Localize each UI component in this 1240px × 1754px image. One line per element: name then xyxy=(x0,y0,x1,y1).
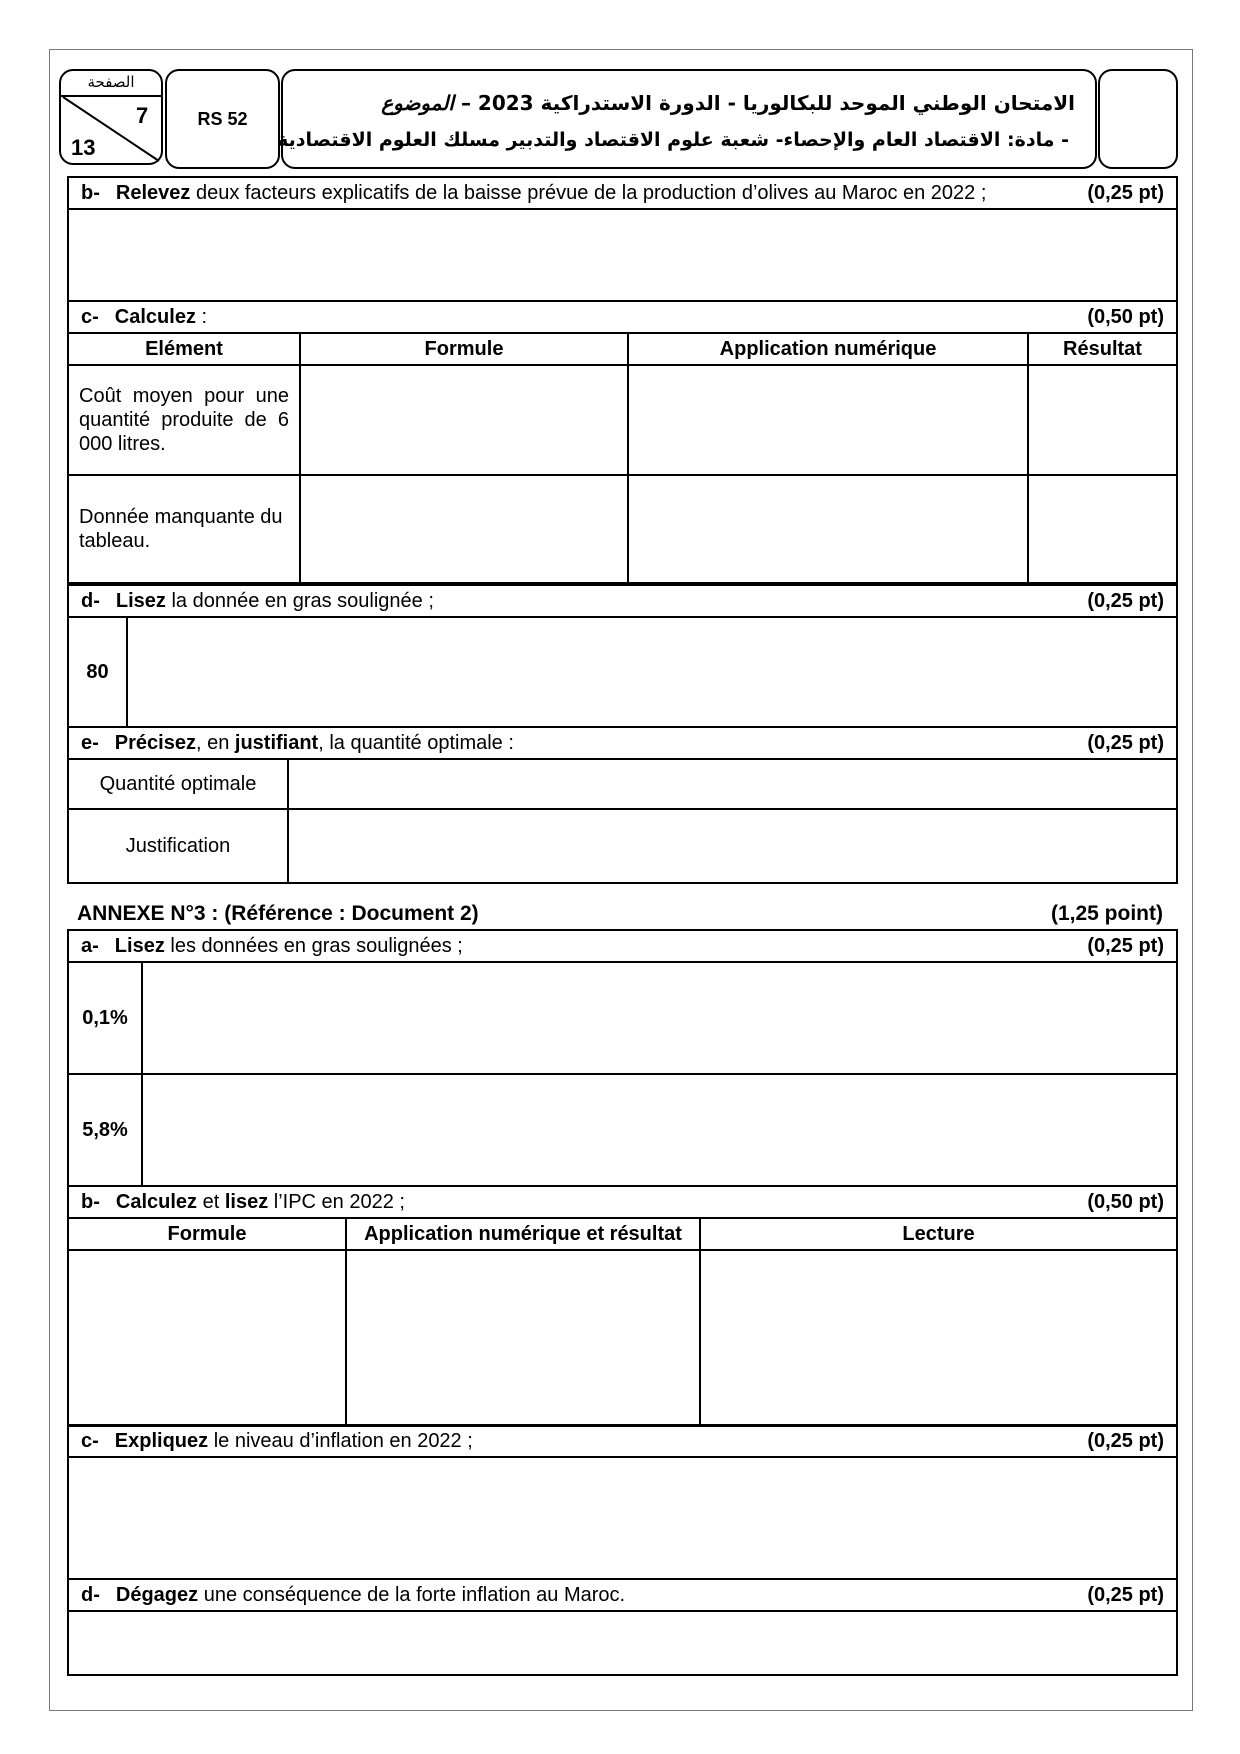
answer-cell[interactable] xyxy=(142,962,1177,1074)
answer-cell[interactable] xyxy=(346,1250,700,1426)
question-letter: d- xyxy=(81,589,100,612)
answer-cell[interactable] xyxy=(628,365,1028,475)
question-text: , en xyxy=(195,731,235,754)
title-line-1 xyxy=(381,91,1075,115)
answer-cell[interactable] xyxy=(127,617,1177,727)
question-text: : xyxy=(195,305,208,328)
annexe-3-question-d xyxy=(67,1578,1178,1612)
page-total: 13 xyxy=(71,135,96,160)
exam-code: RS 52 xyxy=(197,109,248,129)
question-verb: lisez xyxy=(224,1190,269,1213)
annexe-3-heading xyxy=(77,902,1163,926)
question-points: (0,50 pt) xyxy=(1087,305,1164,328)
question-points: (0,25 pt) xyxy=(1087,934,1164,957)
answer-cell[interactable] xyxy=(288,809,1177,883)
row-label: Coût moyen pour une quantité produite de 6 000 litres. xyxy=(68,365,300,475)
question-letter: b- xyxy=(81,181,100,204)
calcul-table xyxy=(67,332,1178,584)
question-b xyxy=(67,176,1178,210)
col-header: Résultat xyxy=(1028,333,1177,365)
question-verb: Calculez xyxy=(115,1190,198,1213)
question-d xyxy=(67,584,1178,618)
answer-cell[interactable] xyxy=(700,1250,1177,1426)
col-header: Elément xyxy=(68,333,300,365)
row-label: Donnée manquante du tableau. xyxy=(68,475,300,583)
question-verb: justifiant xyxy=(234,731,319,754)
question-points: (0,25 pt) xyxy=(1087,731,1164,754)
reading-table-a xyxy=(67,961,1178,1187)
blank-box xyxy=(1098,69,1178,169)
answer-cell[interactable] xyxy=(300,365,628,475)
optimal-table xyxy=(67,758,1178,884)
question-verb: Calculez xyxy=(114,305,196,328)
annexe-3-points: (1,25 point) xyxy=(1050,902,1163,925)
question-text: et xyxy=(197,1190,225,1213)
reading-table-d xyxy=(67,616,1178,728)
question-letter: a- xyxy=(81,934,99,957)
annexe-3-question-c xyxy=(67,1424,1178,1458)
data-value: 80 xyxy=(68,617,127,727)
question-letter: d- xyxy=(81,1583,100,1606)
question-text: le niveau d’inflation en 2022 ; xyxy=(208,1429,473,1452)
question-letter: c- xyxy=(81,1429,99,1452)
question-text: , la quantité optimale : xyxy=(318,731,514,754)
col-header: Application numérique et résultat xyxy=(346,1218,700,1250)
question-text: une conséquence de la forte inflation au Maroc. xyxy=(198,1583,626,1606)
data-value: 5,8% xyxy=(68,1074,142,1186)
page-number: 7 xyxy=(136,103,149,128)
col-header: Application numérique xyxy=(628,333,1028,365)
question-verb: Dégagez xyxy=(115,1583,199,1606)
answer-area-annexe-d[interactable] xyxy=(67,1610,1178,1676)
annexe-3-question-a xyxy=(67,929,1178,963)
annexe-3-title: ANNEXE N°3 : (Référence : Document 2) xyxy=(77,902,479,925)
question-letter: b- xyxy=(81,1190,100,1213)
answer-cell[interactable] xyxy=(1028,365,1177,475)
col-header: Formule xyxy=(68,1218,346,1250)
question-text: l’IPC en 2022 ; xyxy=(268,1190,405,1213)
question-letter: c- xyxy=(81,305,99,328)
question-text: la donnée en gras soulignée ; xyxy=(165,589,434,612)
question-verb: Lisez xyxy=(114,934,165,957)
question-points: (0,25 pt) xyxy=(1087,1429,1164,1452)
question-verb: Précisez xyxy=(114,731,196,754)
answer-area-annexe-c[interactable] xyxy=(67,1456,1178,1580)
title-line-1-prefix: الامتحان الوطني الموحد للبكالوريا - الدورة الاستدراكية 2023 – xyxy=(460,91,1075,115)
answer-area-b[interactable] xyxy=(67,208,1178,302)
answer-cell[interactable] xyxy=(628,475,1028,583)
question-c xyxy=(67,300,1178,334)
title-box xyxy=(277,69,1097,169)
title-line-2: - مادة: الاقتصاد العام والإحصاء- شعبة علوم الاقتصاد والتدبير مسلك العلوم الاقتصادية xyxy=(277,129,1069,151)
col-header: Lecture xyxy=(700,1218,1177,1250)
question-points: (0,25 pt) xyxy=(1087,1583,1164,1606)
question-points: (0,50 pt) xyxy=(1087,1190,1164,1213)
question-text: deux facteurs explicatifs de la baisse prévue de la production d’olives au Maroc en 2022 ; xyxy=(190,181,987,204)
question-e xyxy=(67,726,1178,760)
answer-cell[interactable] xyxy=(300,475,628,583)
question-points: (0,25 pt) xyxy=(1087,589,1164,612)
code-box xyxy=(165,69,280,169)
question-letter: e- xyxy=(81,731,99,754)
page-number-box xyxy=(59,69,163,165)
question-verb: Relevez xyxy=(115,181,191,204)
row-label: Quantité optimale xyxy=(68,759,288,809)
question-points: (0,25 pt) xyxy=(1087,181,1164,204)
annexe-3-question-b xyxy=(67,1185,1178,1219)
answer-cell[interactable] xyxy=(288,759,1177,809)
question-verb: Expliquez xyxy=(114,1429,209,1452)
col-header: Formule xyxy=(300,333,628,365)
question-verb: Lisez xyxy=(115,589,166,612)
data-value: 0,1% xyxy=(68,962,142,1074)
ipc-table xyxy=(67,1217,1178,1427)
title-line-1-suffix: الموضوع xyxy=(381,91,454,115)
answer-cell[interactable] xyxy=(68,1250,346,1426)
answer-cell[interactable] xyxy=(142,1074,1177,1186)
page-label: الصفحة xyxy=(61,71,161,97)
answer-cell[interactable] xyxy=(1028,475,1177,583)
question-text: les données en gras soulignées ; xyxy=(164,934,463,957)
row-label: Justification xyxy=(68,809,288,883)
